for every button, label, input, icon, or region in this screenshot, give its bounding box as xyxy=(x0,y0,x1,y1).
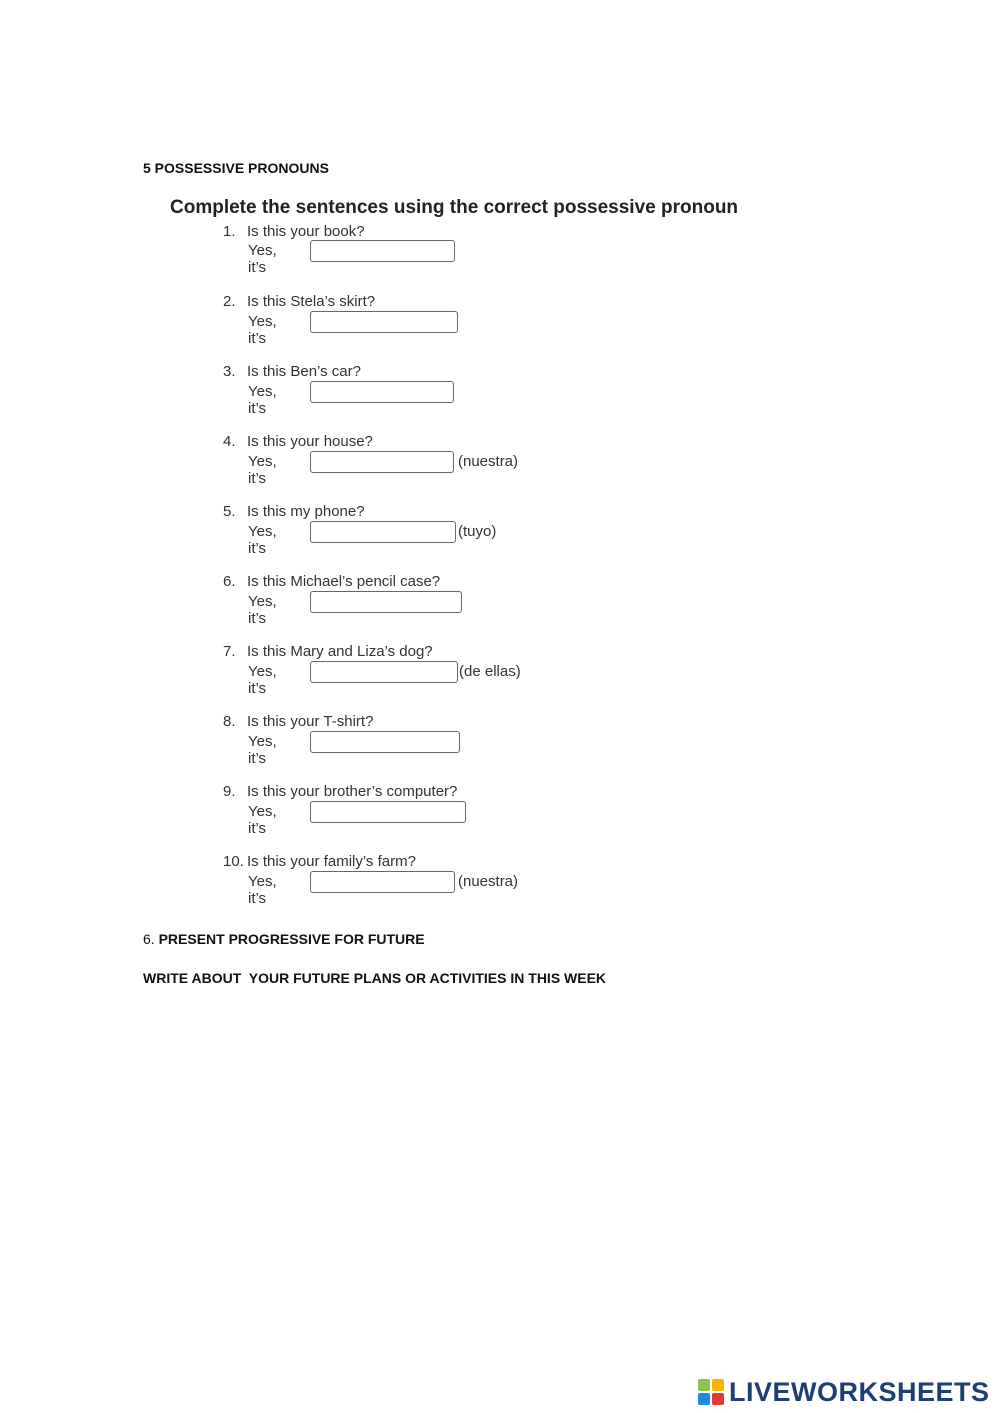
question-number: 5. xyxy=(223,503,236,520)
question-2 xyxy=(223,293,375,310)
answer-input-10[interactable] xyxy=(310,871,455,893)
question-8 xyxy=(223,713,373,730)
question-text: Is this my phone? xyxy=(247,503,365,520)
question-number: 8. xyxy=(223,713,236,730)
answer-input-3[interactable] xyxy=(310,381,454,403)
question-1 xyxy=(223,223,365,240)
question-text: Is this Stela’s skirt? xyxy=(247,293,376,310)
question-text: Is this Ben’s car? xyxy=(247,363,361,380)
question-text: Is this Michael’s pencil case? xyxy=(247,573,441,590)
answer-prefix: Yes, it’s xyxy=(248,873,277,907)
answer-prefix: Yes, it’s xyxy=(248,242,277,276)
question-text: Is this your house? xyxy=(247,433,373,450)
answer-prefix: Yes, it’s xyxy=(248,803,277,837)
question-number: 3. xyxy=(223,363,236,380)
question-7 xyxy=(223,643,433,660)
section-6-title xyxy=(143,931,425,947)
answer-prefix: Yes, it’s xyxy=(248,313,277,347)
question-number: 7. xyxy=(223,643,236,660)
section-6-number: 6. xyxy=(143,931,155,947)
section-6-instruction: WRITE ABOUT YOUR FUTURE PLANS OR ACTIVITIES IN THIS WEEK xyxy=(143,970,607,986)
question-text: Is this your T-shirt? xyxy=(247,713,374,730)
answer-hint: (nuestra) xyxy=(458,453,519,470)
answer-input-8[interactable] xyxy=(310,731,460,753)
question-text: Is this your family’s farm? xyxy=(247,853,416,870)
question-9 xyxy=(223,783,457,800)
exercise-instruction: Complete the sentences using the correct possessive pronoun xyxy=(170,197,739,218)
liveworksheets-logo xyxy=(698,1378,990,1406)
answer-prefix: Yes, it’s xyxy=(248,663,277,697)
answer-hint: (nuestra) xyxy=(458,873,519,890)
answer-prefix: Yes, it’s xyxy=(248,453,277,487)
answer-prefix: Yes, it’s xyxy=(248,733,277,767)
question-number: 6. xyxy=(223,573,236,590)
logo-tile-red xyxy=(712,1393,724,1405)
question-text: Is this Mary and Liza’s dog? xyxy=(247,643,433,660)
answer-input-2[interactable] xyxy=(310,311,458,333)
question-3 xyxy=(223,363,361,380)
logo-tile-green xyxy=(698,1379,710,1391)
question-text: Is this your brother’s computer? xyxy=(247,783,458,800)
answer-input-5[interactable] xyxy=(310,521,456,543)
question-text: Is this your book? xyxy=(247,223,365,240)
answer-prefix: Yes, it’s xyxy=(248,593,277,627)
answer-prefix: Yes, it’s xyxy=(248,523,277,557)
answer-input-1[interactable] xyxy=(310,240,455,262)
question-6 xyxy=(223,573,440,590)
answer-input-4[interactable] xyxy=(310,451,454,473)
question-number: 4. xyxy=(223,433,236,450)
section-5-title: 5 POSSESSIVE PRONOUNS xyxy=(143,160,329,176)
question-10 xyxy=(223,853,416,870)
answer-input-7[interactable] xyxy=(310,661,458,683)
question-number: 2. xyxy=(223,293,236,310)
section-6-heading: PRESENT PROGRESSIVE FOR FUTURE xyxy=(158,931,425,947)
answer-input-6[interactable] xyxy=(310,591,462,613)
question-4 xyxy=(223,433,373,450)
answer-hint: (tuyo) xyxy=(458,523,497,540)
brand-name: LIVEWORKSHEETS xyxy=(729,1376,990,1407)
logo-tile-yellow xyxy=(712,1379,724,1391)
answer-hint: (de ellas) xyxy=(459,663,521,680)
question-number: 1. xyxy=(223,223,236,240)
logo-tile-blue xyxy=(698,1393,710,1405)
liveworksheets-logo-icon xyxy=(698,1379,724,1405)
answer-prefix: Yes, it’s xyxy=(248,383,277,417)
question-number: 9. xyxy=(223,783,236,800)
question-number: 10. xyxy=(223,853,244,870)
answer-input-9[interactable] xyxy=(310,801,466,823)
question-5 xyxy=(223,503,365,520)
